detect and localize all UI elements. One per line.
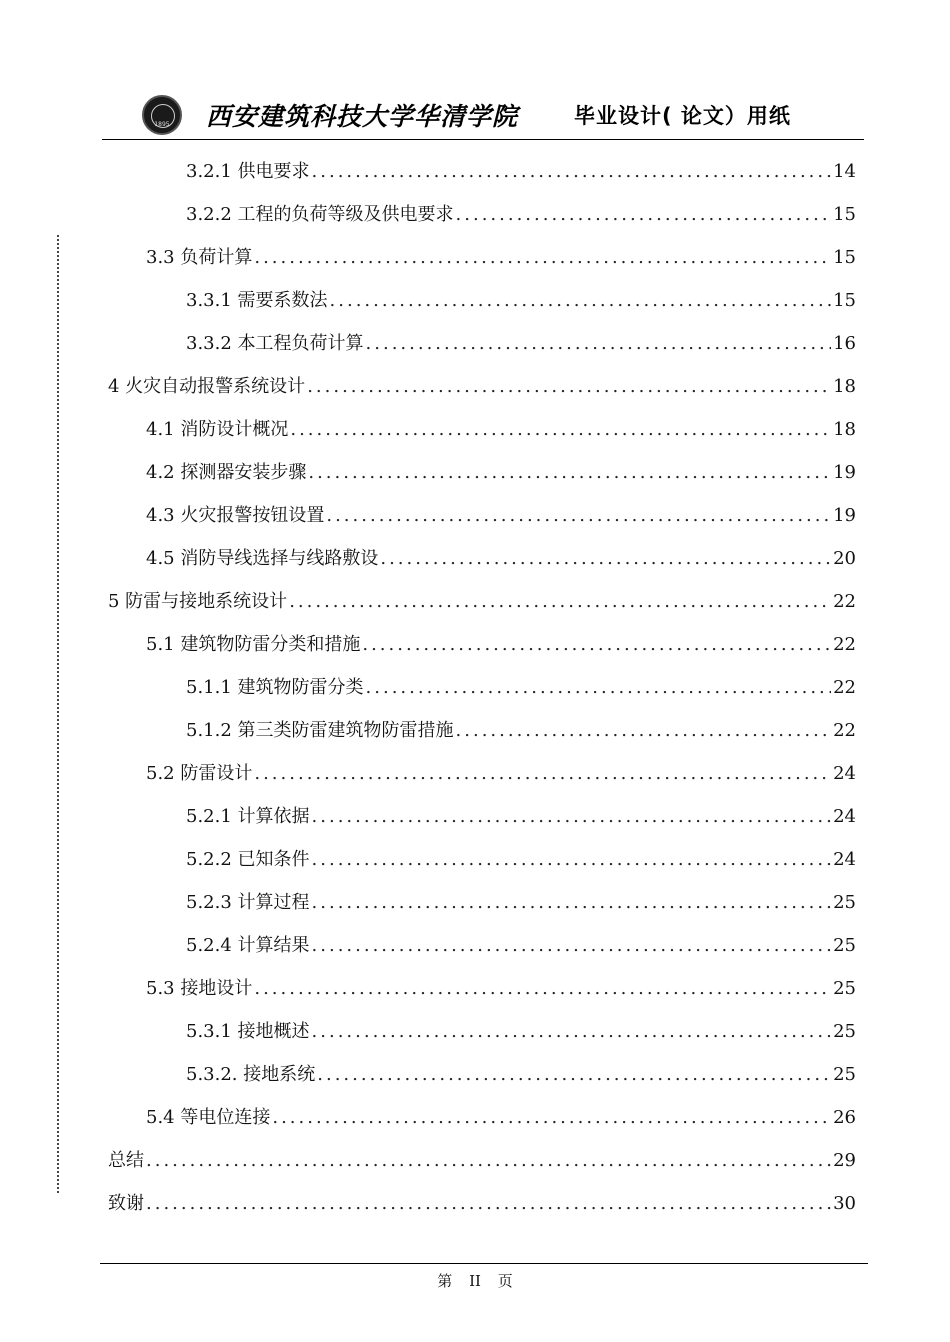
toc-dot-leader [317,1055,831,1095]
toc-dot-leader [289,582,831,622]
toc-entry[interactable] [186,324,856,364]
toc-entry-page: 14 [833,161,856,182]
toc-entry-title: 5.3.1 接地概述 [186,1021,310,1042]
footer-suffix: 页 [497,1272,513,1290]
toc-entry[interactable] [186,195,856,235]
toc-entry[interactable] [186,883,856,923]
toc-dot-leader [146,1141,831,1181]
toc-entry-title: 3.3.2 本工程负荷计算 [186,333,364,354]
toc-entry-title: 致谢 [108,1193,144,1214]
toc-entry-title: 3.3.1 需要系数法 [186,290,328,311]
toc-entry[interactable] [186,668,856,708]
document-type: 毕业设计( 论文）用纸 [574,104,791,128]
toc-dot-leader [307,367,831,407]
toc-entry-page: 25 [833,892,856,913]
toc-entry-page: 26 [833,1107,856,1128]
toc-entry[interactable] [146,625,856,665]
toc-entry-title: 5.2.4 计算结果 [186,935,310,956]
toc-dot-leader [312,152,832,192]
university-name: 西安建筑科技大学华清学院 [206,102,519,131]
toc-entry-page: 18 [833,419,856,440]
toc-dot-leader [312,1012,832,1052]
toc-entry-title: 5.2.2 已知条件 [186,849,310,870]
toc-entry[interactable] [108,367,856,407]
toc-entry-page: 24 [833,849,856,870]
toc-entry-page: 15 [833,204,856,225]
toc-entry-title: 3.3 负荷计算 [146,247,253,268]
toc-entry[interactable] [146,539,856,579]
toc-dot-leader [290,410,831,450]
toc-entry[interactable] [186,711,856,751]
toc-dot-leader [312,797,832,837]
toc-dot-leader [312,926,832,966]
toc-entry-title: 5 防雷与接地系统设计 [108,591,288,612]
toc-entry-page: 25 [833,978,856,999]
toc-entry-title: 5.2.3 计算过程 [186,892,310,913]
toc-entry-page: 22 [833,720,856,741]
toc-entry[interactable] [108,1141,856,1181]
toc-entry-page: 30 [833,1193,856,1214]
toc-entry-page: 24 [833,763,856,784]
toc-entry[interactable] [146,1098,856,1138]
header-divider [102,139,864,140]
binding-margin-line [57,235,59,1193]
footer-page-number: II [469,1272,481,1290]
toc-entry-page: 16 [833,333,856,354]
toc-entry-title: 3.2.2 工程的负荷等级及供电要求 [186,204,454,225]
toc-entry[interactable] [186,926,856,966]
footer-divider [100,1263,868,1264]
toc-dot-leader [330,281,832,321]
toc-dot-leader [312,883,832,923]
toc-entry-title: 5.1.2 第三类防雷建筑物防雷措施 [186,720,454,741]
toc-dot-leader [380,539,831,579]
toc-entry-title: 5.2 防雷设计 [146,763,253,784]
footer-prefix: 第 [437,1272,453,1290]
toc-entry-page: 25 [833,1064,856,1085]
toc-entry-title: 4.3 火灾报警按钮设置 [146,505,325,526]
seal-year: 1895 [154,121,170,128]
page-header [102,92,864,138]
toc-entry-title: 4.5 消防导线选择与线路敷设 [146,548,379,569]
page-footer [0,1270,950,1291]
toc-dot-leader [254,754,831,794]
toc-entry[interactable] [146,969,856,1009]
toc-dot-leader [366,668,832,708]
toc-entry[interactable] [186,1055,856,1095]
toc-entry-title: 3.2.1 供电要求 [186,161,310,182]
toc-entry[interactable] [186,840,856,880]
toc-entry-title: 5.2.1 计算依据 [186,806,310,827]
toc-dot-leader [326,496,831,536]
toc-entry-title: 5.3 接地设计 [146,978,253,999]
toc-entry-title: 4 火灾自动报警系统设计 [108,376,306,397]
toc-entry-title: 总结 [108,1150,144,1171]
toc-entry-page: 22 [833,634,856,655]
toc-dot-leader [308,453,831,493]
toc-entry[interactable] [146,754,856,794]
toc-entry[interactable] [186,281,856,321]
toc-entry-page: 29 [833,1150,856,1171]
toc-entry[interactable] [146,410,856,450]
toc-dot-leader [254,238,831,278]
toc-entry-page: 24 [833,806,856,827]
toc-entry-page: 22 [833,591,856,612]
toc-entry-title: 5.1.1 建筑物防雷分类 [186,677,364,698]
toc-entry-title: 5.4 等电位连接 [146,1107,271,1128]
toc-dot-leader [272,1098,831,1138]
toc-entry[interactable] [186,797,856,837]
toc-entry-page: 22 [833,677,856,698]
toc-entry-page: 20 [833,548,856,569]
toc-entry-title: 5.3.2. 接地系统 [186,1064,316,1085]
toc-entry[interactable] [108,582,856,622]
toc-entry-title: 4.2 探测器安装步骤 [146,462,307,483]
toc-entry-page: 18 [833,376,856,397]
toc-dot-leader [456,195,832,235]
toc-entry-title: 4.1 消防设计概况 [146,419,289,440]
toc-entry[interactable] [108,1184,856,1224]
toc-entry-page: 25 [833,935,856,956]
toc-entry[interactable] [146,496,856,536]
toc-entry-page: 19 [833,462,856,483]
toc-entry-page: 15 [833,247,856,268]
toc-entry[interactable] [146,453,856,493]
toc-entry-title: 5.1 建筑物防雷分类和措施 [146,634,361,655]
toc-dot-leader [312,840,832,880]
toc-entry-page: 15 [833,290,856,311]
toc-entry[interactable] [186,152,856,192]
toc-dot-leader [456,711,832,751]
university-seal-icon [142,95,182,135]
toc-dot-leader [146,1184,831,1224]
toc-dot-leader [366,324,832,364]
toc-entry-page: 25 [833,1021,856,1042]
toc-dot-leader [254,969,831,1009]
toc-entry[interactable] [186,1012,856,1052]
toc-entry-page: 19 [833,505,856,526]
toc-entry[interactable] [146,238,856,278]
toc-dot-leader [362,625,831,665]
